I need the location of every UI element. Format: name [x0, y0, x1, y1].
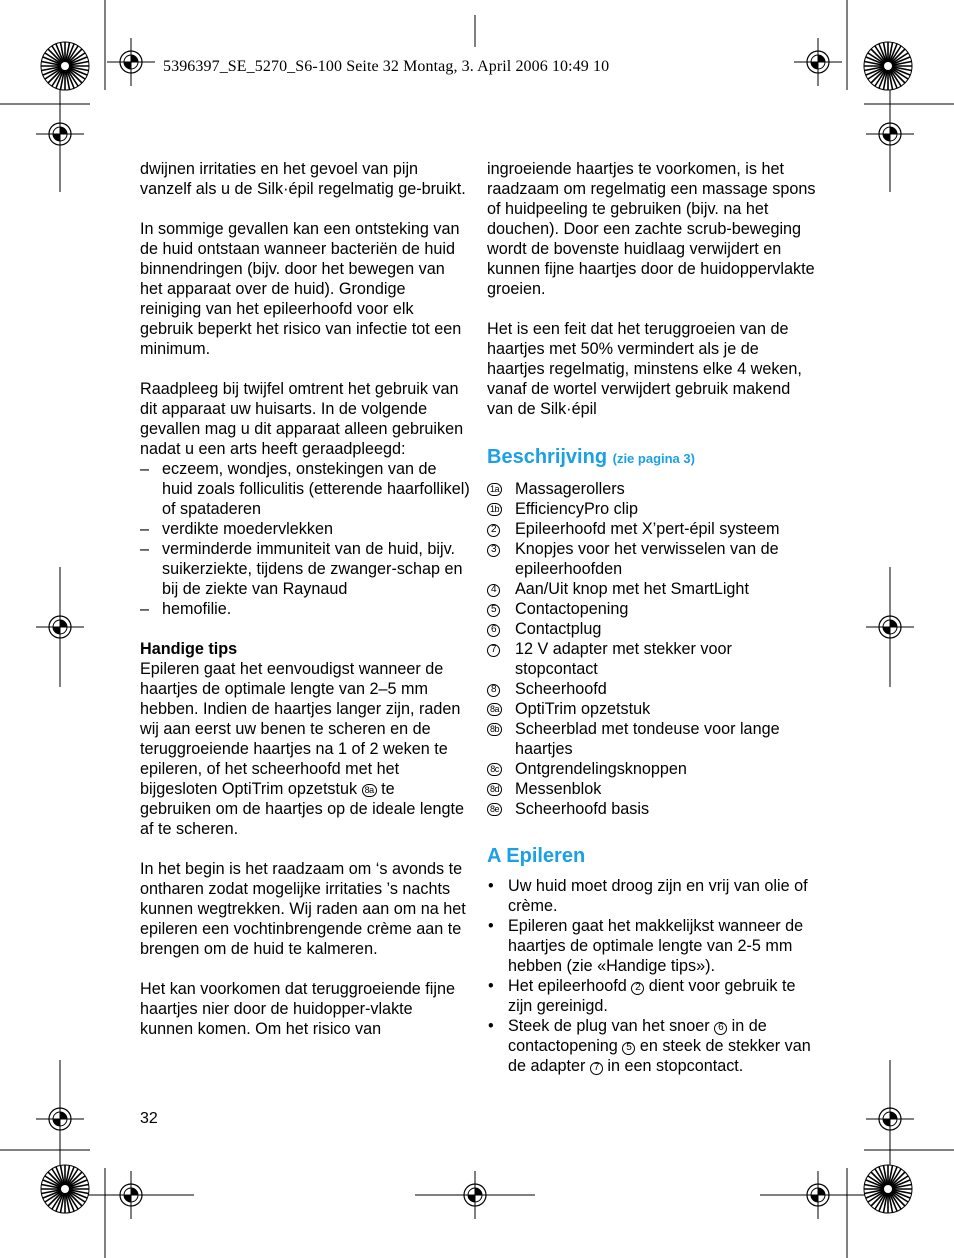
list-item: – eczeem, wondjes, onstekingen van de huid zoals folliculitis (etterende haarfollikel) of spataderen	[140, 459, 470, 519]
text: en steek de stekker van de adapter	[508, 1037, 811, 1075]
part-number: 6	[487, 624, 500, 637]
heading-text: Beschrijving	[487, 446, 608, 468]
part-ref: 8a	[362, 784, 377, 797]
part-ref: 5	[622, 1042, 635, 1055]
text: te gebruiken om de haartjes op de ideale lengte af te scheren.	[140, 780, 464, 838]
part-ref: 6	[714, 1022, 727, 1035]
parts-list	[487, 479, 817, 819]
list-item	[487, 479, 817, 499]
part-number: 3	[487, 544, 500, 557]
instruction-list	[487, 876, 817, 1076]
paragraph: dwijnen irritaties en het gevoel van pijn vanzelf als u de Silk·épil regelmatig ge-bruikt.	[140, 160, 466, 198]
part-number: 8b	[487, 723, 502, 736]
section-heading: A Epileren	[487, 845, 586, 867]
list-item	[487, 679, 817, 699]
part-number: 8e	[487, 803, 502, 816]
part-ref: 7	[590, 1062, 603, 1075]
part-label: Knopjes voor het verwisselen van de epileerhoofden	[515, 540, 779, 578]
contraindication-list	[140, 459, 470, 619]
part-number: 1b	[487, 503, 502, 516]
part-number: 8a	[487, 703, 502, 716]
part-label: OptiTrim opzetstuk	[515, 700, 651, 718]
part-label: Contactopening	[515, 600, 629, 618]
part-label: EfficiencyPro clip	[515, 500, 638, 518]
part-number: 8	[487, 684, 500, 697]
left-column	[140, 159, 470, 1039]
page-number: 32	[140, 1110, 158, 1127]
list-item	[487, 699, 817, 719]
text: dient voor gebruik te zijn gereinigd.	[508, 977, 796, 1015]
list-item	[487, 499, 817, 519]
list-item	[487, 759, 817, 779]
text: Het epileerhoofd	[508, 977, 627, 995]
list-item	[487, 976, 817, 1016]
list-item	[487, 579, 817, 599]
list-item	[487, 599, 817, 619]
list-item	[487, 639, 817, 679]
list-item	[487, 799, 817, 819]
part-label: Scheerhoofd basis	[515, 800, 650, 818]
list-item	[487, 539, 817, 579]
text: in een stopcontact.	[607, 1057, 744, 1075]
part-label: Massagerollers	[515, 480, 625, 498]
paragraph: Raadpleeg bij twijfel omtrent het gebruik van dit apparaat uw huisarts. In de volgende gevallen mag u dit apparaat alleen gebruiken nadat u een arts heeft geraadpleegd:	[140, 380, 464, 458]
right-column	[487, 159, 817, 1076]
part-label: Messenblok	[515, 780, 602, 798]
text: Epileren gaat het eenvoudigst wanneer de haartjes de optimale lengte van 2–5 mm hebben. Indien de haartjes langer zijn, raden wij aan eerst uw benen te scheren en de teruggroeiende haartjes na 1 of 2 weken te epileren, of het scheerhoofd met het bijgesloten OptiTrim opzetstuk	[140, 660, 461, 798]
paragraph: In sommige gevallen kan een ontsteking van de huid ontstaan wanneer bacteriën de huid binnendringen (bijv. door het bewegen van het apparaat over de huid). Grondige reiniging van het epileerhoofd voor elk gebruik beperkt het risico van infectie tot een minimum.	[140, 220, 462, 358]
tips-title: Handige tips	[140, 640, 238, 658]
part-number: 7	[487, 644, 500, 657]
paragraph: Het kan voorkomen dat teruggroeiende fijne haartjes nier door de huidopper-vlakte kunnen komen. Om het risico van	[140, 980, 455, 1038]
part-ref: 2	[631, 982, 644, 995]
text: Steek de plug van het snoer	[508, 1017, 710, 1035]
part-label: 12 V adapter met stekker voor stopcontact	[515, 640, 732, 678]
paragraph: In het begin is het raadzaam om ‘s avonds te ontharen zodat mogelijke irritaties ’s nachts kunnen wegtrekken. Wij raden aan om na het epileren een vochtinbrengende crème aan te brengen om de huid te kalmeren.	[140, 860, 466, 958]
part-label: Ontgrendelingsknoppen	[515, 760, 687, 778]
part-label: Epileerhoofd met X’pert-épil systeem	[515, 520, 780, 538]
part-number: 8d	[487, 783, 502, 796]
list-item: • Uw huid moet droog zijn en vrij van olie of crème.	[487, 876, 817, 916]
list-item: – verminderde immuniteit van de huid, bijv. suikerziekte, tijdens de zwanger-schap en bij de ziekte van Raynaud	[140, 539, 470, 599]
list-item: – verdikte moedervlekken	[140, 519, 470, 539]
paragraph	[140, 659, 470, 839]
list-item	[487, 619, 817, 639]
list-item	[487, 719, 817, 759]
part-number: 1a	[487, 483, 502, 496]
print-header: 5396397_SE_5270_S6-100 Seite 32 Montag, 3. April 2006 10:49 10	[163, 58, 610, 75]
part-label: Aan/Uit knop met het SmartLight	[515, 580, 749, 598]
part-number: 5	[487, 604, 500, 617]
part-label: Contactplug	[515, 620, 602, 638]
heading-note: (zie pagina 3)	[612, 451, 695, 466]
text: in de contactopening	[508, 1017, 767, 1055]
part-label: Scheerhoofd	[515, 680, 607, 698]
list-item	[487, 519, 817, 539]
list-item	[487, 779, 817, 799]
part-number: 8c	[487, 763, 502, 776]
section-heading	[487, 445, 817, 471]
part-label: Scheerblad met tondeuse voor lange haartjes	[515, 720, 780, 758]
list-item: – hemofilie.	[140, 599, 470, 619]
paragraph: ingroeiende haartjes te voorkomen, is het raadzaam om regelmatig een massage spons of huidpeeling te gebruiken (bijv. na het douchen). Door een zachte scrub-beweging wordt de bovenste huidlaag verwijdert en kunnen fijne haartjes door de huidoppervlakte groeien.	[487, 160, 816, 298]
part-number: 4	[487, 584, 500, 597]
list-item: • Epileren gaat het makkelijkst wanneer de haartjes de optimale lengte van 2-5 mm hebben (zie «Handige tips»).	[487, 916, 817, 976]
part-number: 2	[487, 524, 500, 537]
paragraph: Het is een feit dat het teruggroeien van de haartjes met 50% vermindert als je de haartjes regelmatig, minstens elke 4 weken, vanaf de wortel verwijdert gebruik makend van de Silk·épil	[487, 320, 802, 418]
list-item	[487, 1016, 817, 1076]
